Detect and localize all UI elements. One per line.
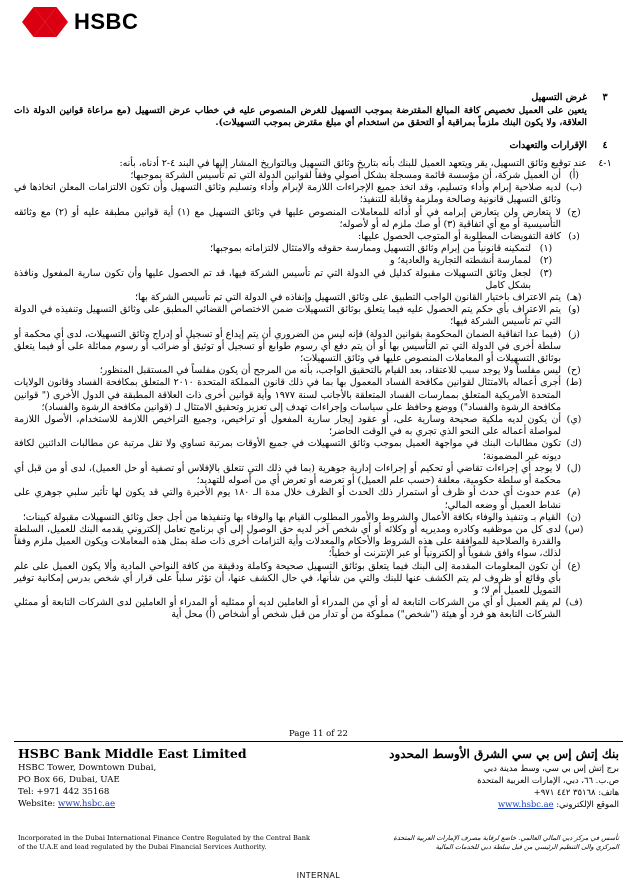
section-number: ٣ xyxy=(602,92,608,103)
list-item xyxy=(14,231,623,243)
sub-item-text: لممارسة أنشطته التجارية والعادية؛ و xyxy=(389,255,531,267)
list-item xyxy=(14,512,623,524)
list-item xyxy=(14,463,623,487)
item-label: (أ) xyxy=(569,170,579,182)
list-item xyxy=(14,487,623,511)
list-item xyxy=(14,304,623,328)
website-link[interactable]: www.hsbc.ae xyxy=(58,799,116,809)
list-item xyxy=(14,414,623,438)
list-item xyxy=(14,597,623,621)
page-number: Page 11 of 22 xyxy=(289,729,348,739)
website-link[interactable]: www.hsbc.ae xyxy=(498,799,554,809)
company-name: HSBC Bank Middle East Limited xyxy=(18,746,247,761)
item-label: (ل) xyxy=(566,462,582,474)
list-item xyxy=(14,524,623,561)
section-number: ٤ xyxy=(602,139,608,151)
sub-item-text: لتمكينه قانونياً من إبرام وثائق التسهيل وممارسة حقوقه والامتثال لالتزاماته بموجبها؛ xyxy=(209,243,531,255)
address-line: برج إتش إس بي سي، وسط مدينة دبي xyxy=(483,763,619,773)
item-label: (هـ) xyxy=(566,292,582,304)
list-item xyxy=(14,292,623,304)
item-text: لم يقم العميل أو أي من الشركات التابعة له أو أي من المدراء أو العاملين لديه أو ممثليه أو المدراء أو العاملين لدى الشركات التابعة أو ممثلي الشركات التابعة هو فرد أو هيئة ("شخص") مملوكة من أو تدار من قبل شخص أو أشخاص (أ) محل أية xyxy=(14,597,561,621)
sub-list-item xyxy=(14,255,623,267)
brand-name: HSBC xyxy=(74,9,139,34)
address-line: ص.ب. ٦٦، دبي، الإمارات العربية المتحدة xyxy=(477,775,619,785)
item-label: (ك) xyxy=(566,438,582,450)
sub-item-label: (٢) xyxy=(539,255,553,267)
item-text: أن تكون المعلومات المقدمة إلى البنك فيما يتعلق بوثائق التسهيل صحيحة وكاملة ودقيقة من كافة النواحي المادية وألا يكون العميل على علم بأي وقائع أو ظروف لم يتم الكشف عنها للبنك والتي من شأنها، في حال الكشف عنها، أن تؤثر سلباً على قرار أي شخص بدرس إمكانية توفير التمويل للعميل أم لا؛ و xyxy=(14,560,561,596)
item-text: يتم الاعتراف باختيار القانون الواجب التطبيق على وثائق التسهيل وإنفاذه في الدولة التي تم تأسيس الشركة بها؛ xyxy=(135,292,561,304)
item-text: لا يوجد أي إجراءات تقاضي أو تحكيم أو إجراءات إدارية جوهرية (بما في ذلك التي تتعلق بالإفلاس أو تصفية أو حل العميل)، لدى أو من قبل أي محكمة أو سلطة حكومية، معلقة (حسب علم العميل) أو تعرضه أو تعرض أي من أصوله للتهديد؛ xyxy=(14,462,561,487)
item-label: (ن) xyxy=(566,511,582,523)
footer-english xyxy=(18,746,247,810)
item-label: (ط) xyxy=(566,377,582,389)
hsbc-hexagon-icon xyxy=(22,7,68,37)
regulation-note-arabic: تأسس في مركز دبي المالي العالمي. خاضع لرقابة مصرف الإمارات العربية المتحدة المركزي والى التنظيم الرئيسي من قبل سلطة دبي للخدمات المالية xyxy=(393,834,619,851)
item-label: (د) xyxy=(568,231,580,243)
clause-items-list xyxy=(14,292,623,621)
clause-number: ١-٤ xyxy=(598,157,612,169)
telephone: Tel: +971 442 35168 xyxy=(18,787,110,797)
footer-arabic xyxy=(389,746,619,810)
clause-4-1-intro xyxy=(14,158,623,170)
item-text: ليس مفلساً ولا يوجد سبب للاعتقاد، بعد القيام بالتحقيق الواجب، بأنه من المرجح أن يكون مفلساً في المستقبل المنظور؛ xyxy=(99,365,561,377)
section-4-heading xyxy=(14,140,623,152)
sub-item-text: لجعل وثائق التسهيلات مقبولة كدليل في الدولة التي تم تأسيس الشركة فيها، قد تم الحصول عليها وأن تكون سارية المفعول ونافذة بشكل كامل xyxy=(14,267,531,291)
list-item xyxy=(14,329,623,366)
item-label: (ي) xyxy=(566,414,582,426)
hsbc-logo xyxy=(22,5,138,39)
item-label: (ع) xyxy=(567,560,581,572)
address-line: HSBC Tower, Downtown Dubai, xyxy=(18,763,157,773)
list-item xyxy=(14,561,623,598)
item-label: (ز) xyxy=(568,328,580,340)
item-text: لدى كل من موظفيه وكادره ومديريه أو وكلائه أو أي شخص آخر لديه حق الوصول إلى أي برنامج تعامل إلكتروني يقدمه البنك للعميل، السلطة والقدرة والصلاحية للموافقة على هذه الشروط والأحكام والمعدلات وأية التزامات أخرى ذات صلة بمثل هذه المعاملات ويكون العميل ملزم وفقاً لذلك، سواء وافق شفوياً أو إلكترونياً أو عبر الإنترنت أو خطياً؛ xyxy=(14,523,561,560)
section-3-body: يتعين على العميل تخصيص كافة المبالغ المقترضة بموجب التسهيل للغرض المنصوص عليه في خطاب عرض التسهيل (مع مراعاة قوانين الدولة ذات العلاقة، ولا يكون البنك ملزماً بمراقبة أو التحقق من استخدام أي مبلغ مقترض بموجب التسهيلات). xyxy=(14,105,587,129)
address-line: PO Box 66, Dubai, UAE xyxy=(18,775,120,785)
list-item xyxy=(14,438,623,462)
clause-text: عند توقيع وثائق التسهيل، يقر ويتعهد العميل للبنك بأنه بتاريخ وثائق التسهيل وبالتواريخ المشار إليها في البند ٤-٢ أدناه، بأنه: xyxy=(119,157,587,169)
list-item xyxy=(14,365,623,377)
item-text: القيام بـ وتنفيذ والوفاء بكافة الأعمال والشروط والأمور المطلوب القيام بها والوفاء بها وتنفيذها من أجل جعل وثائق التسهيلات مقبولة كبينات؛ xyxy=(22,511,561,523)
document-body xyxy=(14,92,623,622)
item-text: أن يكون لديه ملكية صحيحة وسارية على، أو عقود إيجار سارية المفعول أو تراخيص، وجميع التراخيص اللازمة للاستخدام، الأصول اللازمة لمواصلة أعماله على النحو الذي تجري به في الوقت الحاضر؛ xyxy=(14,414,561,438)
item-label: (س) xyxy=(564,523,584,535)
item-label: (ج) xyxy=(567,206,581,218)
sub-item-label: (٣) xyxy=(539,267,553,279)
item-label: (م) xyxy=(567,487,581,499)
item-label: (و) xyxy=(568,304,580,316)
list-item xyxy=(14,170,623,182)
item-text: كافة التفويضات المطلوبة أو المتوجب الحصول عليها: xyxy=(357,231,561,243)
classification-label: INTERNAL xyxy=(296,871,341,880)
item-text: لا يتعارض ولن يتعارض إبرامه في أو أدائه للمعاملات المنصوص عليها في وثائق التسهيل مع (١) أية قوانين مطبقة عليه أو (٢) مع وثائقه التأسيسية أو مع أي اتفاقية (٣) أو صك ملزم له أو لأصوله؛ xyxy=(14,206,561,230)
item-text: أن العميل شركة، أن مؤسسة قائمة ومسجلة بشكل أصولي وفقاً لقوانين الدولة التي تم تأسيس الشركة بموجبها؛ xyxy=(130,170,561,182)
company-name: بنك إتش إس بي سي الشرق الأوسط المحدود xyxy=(389,747,619,761)
section-title: غرض التسهيل xyxy=(531,92,587,103)
item-text: تكون مطالبات البنك في مواجهة العميل بموجب وثائق التسهيلات في جميع الأوقات بمرتبة تساوي ولا تقل مرتبة عن مطالبات الدائنين لكافة ديونه غير المضمونة؛ xyxy=(14,438,561,462)
regulation-note-english: Incorporated in the Dubai International Finance Centre Regulated by the Central Bank of the U.A.E and lead regulated by the Dubai Financial Services Authority. xyxy=(18,834,311,851)
item-label: (ح) xyxy=(567,365,581,377)
list-item xyxy=(14,182,623,206)
section-title: الإقرارات والتعهدات xyxy=(509,139,587,151)
sub-item-label: (١) xyxy=(539,243,553,255)
item-label: (ف) xyxy=(565,597,583,609)
telephone: هاتف: ٣٥١٦٨ ٤٤٢ ٩٧١+ xyxy=(533,787,619,797)
website-line xyxy=(389,798,619,810)
list-item xyxy=(14,377,623,414)
website-line xyxy=(18,798,247,810)
item-text: (فيما عدا اتفاقية الضمان المحكومة بقوانين الدولة) فإنه ليس من الضروري أن يتم إيداع أو تسجيل أو إدراج وثائق التسهيلات، لدى أي محكمة أو سلطة أخرى في الدولة التي تم التأسيس بها أو أن يتم دفع أي رسوم طوابع أو تسجيل أو توثيق أو ضرائب أو رسوم مماثلة على أو فيما يتعلق بوثائق التسهيلات أو المعاملات المنصوص عليها في وثائق التسهيلات؛ xyxy=(14,328,561,365)
website-label: Website: xyxy=(18,799,59,809)
website-label: الموقع الإلكتروني: xyxy=(553,799,619,809)
list-item xyxy=(14,207,623,231)
sub-list-item xyxy=(14,268,623,292)
sub-list-item xyxy=(14,243,623,255)
section-3-heading xyxy=(14,92,623,104)
item-text: أجرى أعماله بالامتثال لقوانين مكافحة الفساد المعمول بها بما في ذلك قانون المملكة المتحدة ٢٠١٠ المتعلق بمكافحة الفساد وقانون الولايات المتحدة الأمريكية المتعلق بممارسات الفساد المتعلقة بالأجانب لسنة ١٩٧٧ وأية قوانين أخرى ذات العلاقة المطبقة في الدول الأخرى (" قوانين مكافحة الرشوة والفساد") ووضع وحافظ على سياسات وإجراءات تهدف إلى تعزيز وتحقيق الامتثال لـ (قوانين مكافحة الرشوة والفساد)؛ xyxy=(14,377,561,413)
item-label: (ب) xyxy=(565,182,583,194)
footer-divider xyxy=(14,741,623,742)
item-text: عدم حدوث أي حدث أو ظرف أو استمرار ذلك الحدث أو الظرف خلال مدة الـ ١٨٠ يوم الأخيرة والتي قد يكون لها تأثير سلبي جوهري على نشاط العميل أو وضعه المالي؛ xyxy=(14,487,561,511)
item-text: يتم الاعتراف بأي حكم يتم الحصول عليه فيما يتعلق بوثائق التسهيلات ضمن الاختصاص القضائي المطبق على وثائق التسهيل وتنفيذه في الدولة التي تم تأسيس الشركة فيها؛ xyxy=(14,304,561,328)
item-text: لديه صلاحية إبرام وأداء وتسليم، وقد اتخذ جميع الإجراءات اللازمة لإبرام وأداء وتسليم وثائق التسهيل وأن تكون الالتزامات المعلن اتخاذها في وثائق التسهيل قانونية وصالحة وملزمة وقابلة للتنفيذ؛ xyxy=(14,182,561,206)
